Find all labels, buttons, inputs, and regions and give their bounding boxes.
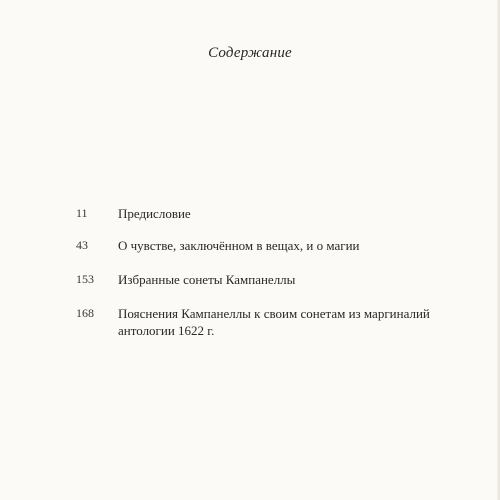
toc-entry-title: О чувстве, заключённом в вещах, и о магии bbox=[118, 238, 360, 253]
page-title: Содержание bbox=[208, 45, 292, 61]
toc-entry-title: Избранные сонеты Кампанеллы bbox=[118, 272, 296, 287]
toc-entry-title: Пояснения Кампанеллы к своим сонетам из маргиналий антологии 1622 г. bbox=[118, 306, 430, 338]
toc-page-number: 168 bbox=[76, 306, 94, 320]
toc-page-number: 43 bbox=[76, 238, 88, 252]
toc-page-number: 153 bbox=[76, 272, 94, 286]
toc-entry-title: Предисловие bbox=[118, 206, 191, 221]
toc-page-number: 11 bbox=[76, 206, 88, 220]
